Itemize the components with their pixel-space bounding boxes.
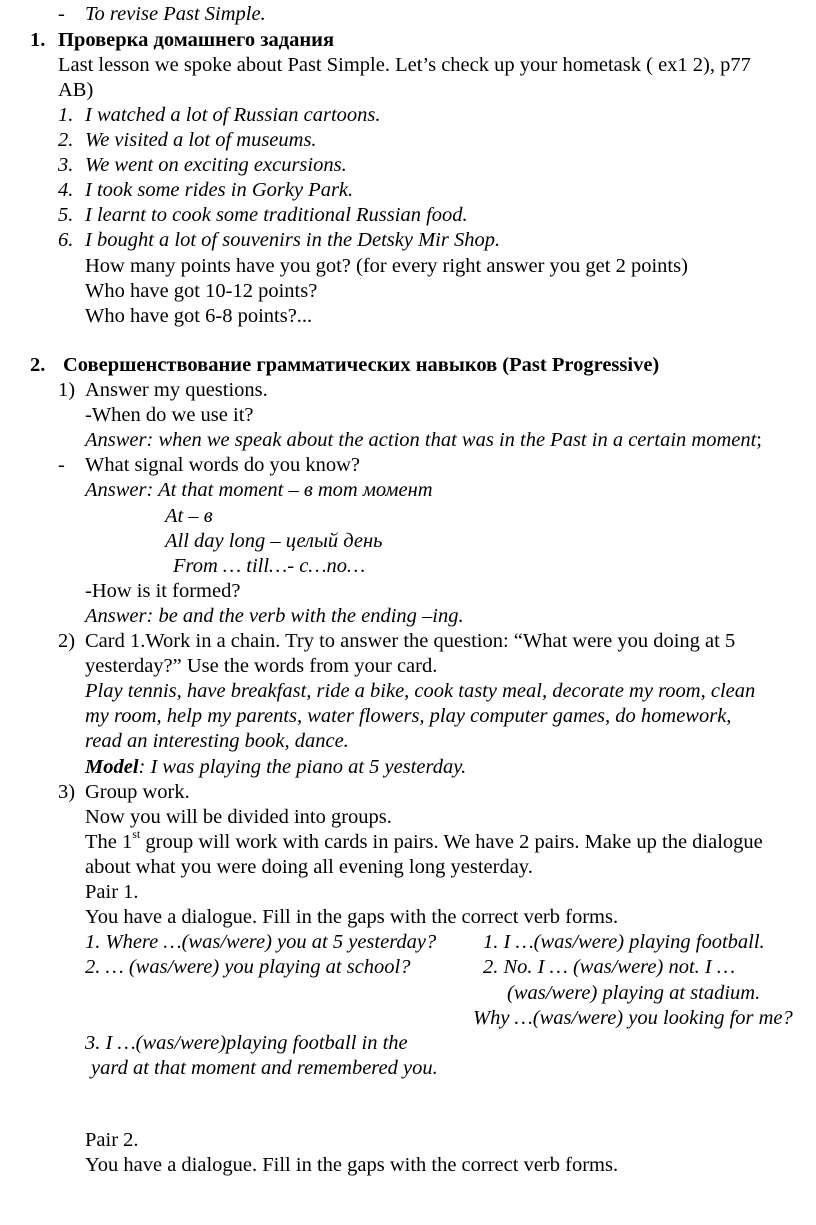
signal-word: From … till…- с…по… xyxy=(173,555,366,577)
intro-text: Last lesson we spoke about Past Simple. Let’s check up your hometask ( ex1 2), p77 xyxy=(58,54,751,76)
question-text: -When do we use it? xyxy=(85,404,254,426)
model-label: Model xyxy=(85,756,139,778)
card-words: my room, help my parents, water flowers, play computer games, do homework, xyxy=(85,705,732,727)
list-item: I watched a lot of Russian cartoons. xyxy=(85,104,381,126)
list-marker: - xyxy=(58,454,65,476)
dialogue-line: 2. No. I … (was/were) not. I … xyxy=(483,956,736,978)
answer-text xyxy=(85,428,762,453)
list-number: 3) xyxy=(58,781,76,803)
section-heading: Совершенствование грамматических навыков (Past Progressive) xyxy=(63,354,660,376)
list-number: 1. xyxy=(58,104,74,126)
list-item: We went on exciting excursions. xyxy=(85,154,347,176)
question-text: Who have got 6-8 points?... xyxy=(85,305,313,327)
section-number: 2. xyxy=(30,354,46,376)
model-sentence xyxy=(85,755,466,780)
signal-word: All day long – целый день xyxy=(165,530,383,552)
item-title: Answer my questions. xyxy=(85,379,268,401)
card-words: read an interesting book, dance. xyxy=(85,730,349,752)
instruction-text: You have a dialogue. Fill in the gaps with the correct verb forms. xyxy=(85,1154,619,1176)
answer-text: Answer: At that moment – в тот момент xyxy=(85,479,433,501)
list-item: We visited a lot of museums. xyxy=(85,129,317,151)
question-text: -How is it formed? xyxy=(85,580,241,602)
objective-text: To revise Past Simple. xyxy=(85,3,266,25)
section-heading: Проверка домашнего задания xyxy=(58,29,335,51)
dialogue-line: 1. I …(was/were) playing football. xyxy=(483,931,765,953)
task-text: yesterday?” Use the words from your card. xyxy=(85,655,438,677)
card-words: Play tennis, have breakfast, ride a bike, cook tasty meal, decorate my room, clean xyxy=(85,680,756,702)
list-number: 2) xyxy=(58,630,76,652)
section-number: 1. xyxy=(30,29,46,51)
task-text-part: group will work with cards in pairs. We have 2 pairs. Make up the dialogue xyxy=(140,831,763,853)
instruction-text: You have a dialogue. Fill in the gaps with the correct verb forms. xyxy=(85,906,619,928)
list-number: 6. xyxy=(58,229,74,251)
dialogue-line: (was/were) playing at stadium. xyxy=(507,982,761,1004)
item-title: Group work. xyxy=(85,781,190,803)
list-item: I learnt to cook some traditional Russian food. xyxy=(85,204,468,226)
dialogue-line: 1. Where …(was/were) you at 5 yesterday? xyxy=(85,931,437,953)
task-text: Now you will be divided into groups. xyxy=(85,806,392,828)
task-text: Card 1.Work in a chain. Try to answer the question: “What were you doing at 5 xyxy=(85,630,736,652)
ordinal-suffix: st xyxy=(132,827,141,842)
answer-text: Answer: be and the verb with the ending –ing. xyxy=(85,605,464,627)
list-number: 1) xyxy=(58,379,76,401)
model-text: : I was playing the piano at 5 yesterday. xyxy=(138,756,467,778)
dialogue-line: 2. … (was/were) you playing at school? xyxy=(85,956,411,978)
pair-label: Pair 2. xyxy=(85,1129,139,1151)
pair-label: Pair 1. xyxy=(85,881,139,903)
dialogue-line: Why …(was/were) you looking for me? xyxy=(473,1007,793,1029)
answer-punct: ; xyxy=(756,429,762,451)
task-text-part: The 1 xyxy=(85,831,133,853)
list-item: I bought a lot of souvenirs in the Detsky Mir Shop. xyxy=(85,229,501,251)
answer-italic: Answer: when we speak about the action that was in the Past in a certain moment xyxy=(85,429,757,451)
list-number: 3. xyxy=(58,154,74,176)
list-number: 5. xyxy=(58,204,74,226)
list-number: 2. xyxy=(58,129,74,151)
dialogue-line: 3. I …(was/were)playing football in the xyxy=(85,1032,408,1054)
dialogue-line: yard at that moment and remembered you. xyxy=(91,1057,438,1079)
question-text: What signal words do you know? xyxy=(85,454,360,476)
task-text xyxy=(85,827,763,855)
list-item: I took some rides in Gorky Park. xyxy=(85,179,354,201)
list-number: 4. xyxy=(58,179,74,201)
question-text: Who have got 10-12 points? xyxy=(85,280,318,302)
task-text: about what you were doing all evening long yesterday. xyxy=(85,856,533,878)
intro-text: AB) xyxy=(58,79,94,101)
signal-word: At – в xyxy=(165,505,213,527)
list-marker: - xyxy=(58,3,65,25)
question-text: How many points have you got? (for every right answer you get 2 points) xyxy=(85,255,688,277)
